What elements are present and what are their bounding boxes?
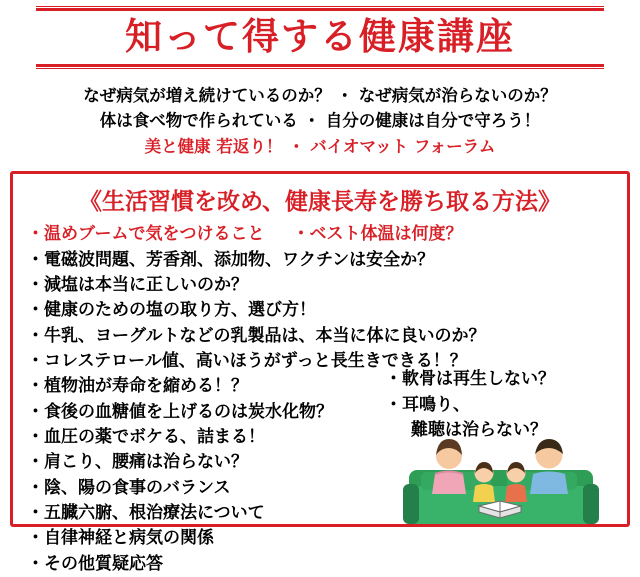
list-item: ・牛乳、ヨーグルトなどの乳製品は、本当に体に良いのか？ (27, 325, 486, 346)
lead-line-3: 美と健康 若返り！ ・ バイオマット フォーラム (144, 136, 496, 156)
lead-text-block (0, 83, 640, 160)
list-item: ・その他質疑応答 (27, 553, 163, 574)
list-item-label: ・温めブームで気をつけること (27, 224, 265, 245)
panel-heading: 《生活習慣を改め、健康長寿を勝ち取る方法》 (78, 188, 562, 216)
list-item: ・減塩は本当に正しいのか？ (27, 274, 248, 295)
list-item-extra: ・ベスト体温は何度？ (292, 224, 463, 245)
list-item: ・コレステロール値、高いほうがずっと長生きできる！？ (27, 350, 467, 371)
list-item: ・血圧の薬でボケる、詰まる！ (27, 426, 265, 447)
list-item: ・食後の血糖値を上げるのは炭水化物？ (27, 401, 333, 422)
list-item: ・軟骨は再生しない？ (385, 369, 555, 390)
list-item (27, 222, 627, 247)
list-item: ・健康のための塩の取り方、選び方！ (27, 300, 316, 321)
list-item: ・電磁波問題、芳香剤、添加物、ワクチンは安全か？ (27, 249, 435, 270)
list-item: ・陰、陽の食事のバランス (27, 477, 231, 498)
lead-line-2: 体は食べ物で作られている ・ 自分の健康は自分で守ろう！ (99, 111, 541, 131)
topics-list-right (385, 367, 555, 443)
list-item: ・自律神経と病気の関係 (27, 528, 214, 549)
list-item: ・植物油が寿命を縮める！？ (27, 376, 248, 397)
topics-panel (10, 171, 630, 574)
page-title: 知って得する健康講座 (125, 14, 515, 58)
lead-line-1: なぜ病気が増え続けているのか？ ・ なぜ病気が治らないのか？ (83, 85, 557, 105)
list-item: ・五臓六腑、根治療法について (27, 502, 265, 523)
list-item: ・耳鳴り、 (385, 394, 470, 415)
list-item: 難聴は治らない？ (411, 419, 547, 440)
list-item: ・肩こり、腰痛は治らない？ (27, 452, 248, 473)
title-banner (36, 8, 604, 67)
